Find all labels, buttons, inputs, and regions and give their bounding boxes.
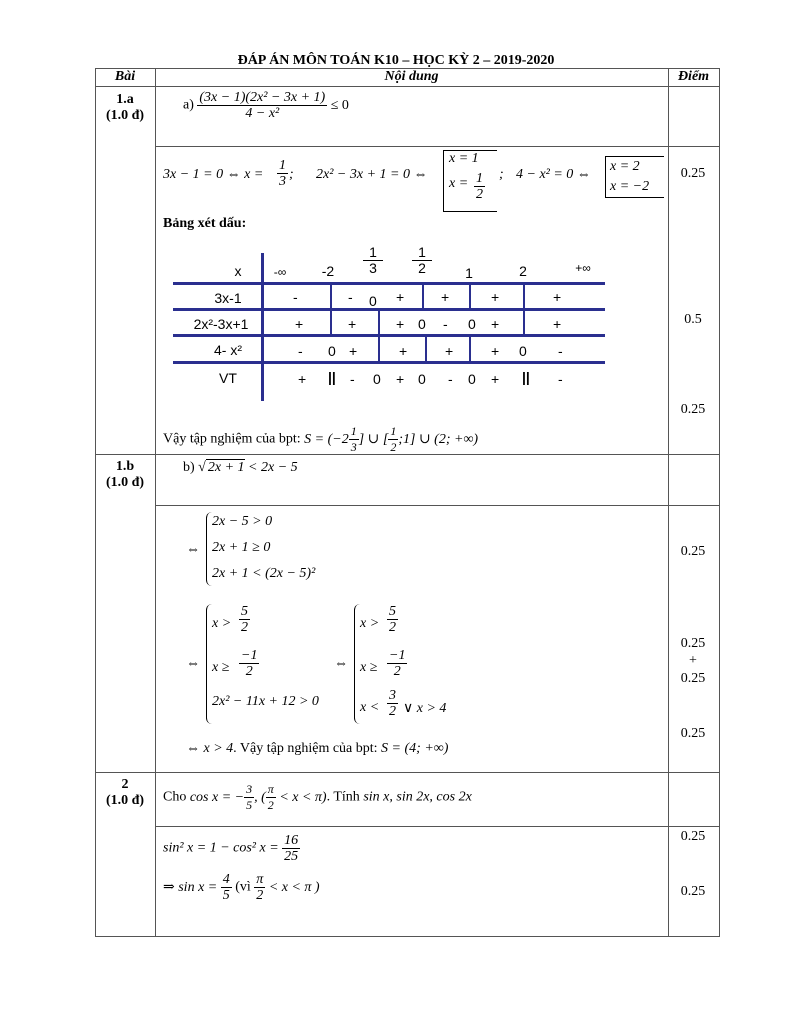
x-value: 1 3: [363, 245, 383, 276]
sign: +: [553, 316, 562, 332]
sign: +: [348, 316, 357, 332]
sign-table-line: [173, 361, 605, 364]
q1b-problem: [183, 460, 298, 476]
sign: +: [396, 316, 405, 332]
sign: 0: [369, 293, 377, 309]
row-label: VT: [219, 370, 237, 386]
point: +: [689, 653, 697, 668]
sign: -: [350, 371, 355, 387]
sign-table-line: [378, 311, 380, 335]
point: 0.25: [680, 884, 706, 899]
sign: +: [295, 316, 304, 332]
x-value: -∞: [273, 265, 287, 279]
q1a-problem: [183, 90, 349, 121]
point: 0.5: [684, 312, 702, 327]
sign: -: [448, 371, 453, 387]
q1b-inequality: √ 2x + 1 < 2x − 5: [198, 460, 298, 475]
sign-table: [173, 245, 613, 405]
sign: 0: [418, 316, 426, 332]
q1a-inequality: $\frac{\text{(3x − 1)(2x² − 3x + 1)}}{\text{4 − x²}}$ ≤ 0: [199, 90, 349, 121]
col-divider: [668, 68, 669, 937]
point: 0.25: [680, 636, 706, 651]
q1b-solution-set: S = (4; +∞): [381, 741, 449, 756]
q1a-score: (1.0 đ): [105, 108, 145, 123]
x-value: 1: [465, 265, 473, 281]
point: 0.25: [680, 544, 706, 559]
sign: +: [491, 289, 500, 305]
sign: -: [298, 343, 303, 359]
x-value: 2: [519, 263, 527, 279]
point: 0.25: [680, 726, 706, 741]
sign: +: [396, 289, 405, 305]
sign-table-line: [469, 337, 471, 362]
sign-table-line: [422, 285, 424, 309]
sign: 0: [468, 316, 476, 332]
sign: -: [558, 343, 563, 359]
header-diem: Điểm: [677, 69, 710, 84]
header-bai: Bài: [114, 69, 136, 84]
q2-step2: ⇒ sin x = $\frac{4}{5}$ (vì $\frac{\pi}{2}$ < x < π ): [163, 872, 320, 903]
x-label: x: [234, 263, 242, 279]
sign-table-line: [378, 337, 380, 362]
sign-table-line: [173, 334, 605, 337]
sign: 0: [519, 343, 527, 359]
sign: +: [491, 343, 500, 359]
q1a-solution-set: S = (−2 $\frac{1}{3}$ ] ∪ [ $\frac{1}{2}$ ;1] ∪ (2; +∞): [304, 424, 479, 454]
sign: +: [491, 316, 500, 332]
col-divider: [719, 68, 720, 937]
undefined-mark: ||: [328, 369, 336, 385]
sign: 0: [328, 343, 336, 359]
row-divider: [155, 146, 720, 147]
sign-table-line: [469, 285, 471, 309]
x-value: +∞: [575, 261, 591, 275]
q2-score: (1.0 đ): [105, 793, 145, 808]
q1b-conclusion-text: . Vậy tập nghiệm của bpt:: [233, 741, 378, 756]
sign: +: [445, 343, 454, 359]
q2-cho: Cho: [163, 789, 187, 805]
sign: 0: [468, 371, 476, 387]
q2-number: 2: [121, 777, 129, 792]
q1a-conclusion-text: Vậy tập nghiệm của bpt:: [163, 431, 301, 447]
q2-vi: (vì: [235, 879, 251, 895]
sign-table-line: [523, 311, 525, 335]
bang-xet-dau-label: Bảng xét dấu:: [163, 216, 247, 231]
q2-problem: Cho cos x = − $\frac{3}{5}$ , ( $\frac{\pi}{2}$ < x < π). Tính sin x, sin 2x, cos 2x: [163, 782, 472, 812]
col-divider: [155, 68, 156, 937]
q1a-conclusion: [163, 424, 478, 455]
row-label: 4- x²: [214, 342, 242, 358]
point: 0.25: [680, 671, 706, 686]
sign-table-line: [330, 311, 332, 335]
q2-step1: sin² x = 1 − cos² x = $\frac{16}{25}$: [163, 833, 299, 864]
sign: +: [491, 371, 500, 387]
sign-table-line: [330, 285, 332, 309]
row-divider: [95, 86, 720, 87]
q1a-label: [95, 92, 155, 124]
sign: +: [349, 343, 358, 359]
q2-tinh: . Tính: [326, 789, 360, 805]
sign-table-line: [173, 308, 605, 311]
row-divider: [155, 505, 720, 506]
sign: -: [443, 316, 448, 332]
point: 0.25: [680, 829, 706, 844]
row-divider: [155, 826, 720, 827]
undefined-mark: ||: [522, 369, 530, 385]
row-label: 2x²-3x+1: [193, 316, 249, 332]
x-value: 1 2: [412, 245, 432, 276]
sign: +: [298, 371, 307, 387]
sign-table-line: [173, 282, 605, 285]
sign: 0: [373, 371, 381, 387]
row-divider: [95, 772, 720, 773]
page-title: ĐÁP ÁN MÔN TOÁN K10 – HỌC KỲ 2 – 2019-2020: [237, 53, 555, 68]
q1a-prefix: a): [183, 97, 194, 113]
sign: -: [558, 371, 563, 387]
row-label: 3x-1: [214, 290, 242, 306]
header-noidung: Nội dung: [384, 69, 439, 84]
sign-table-line: [523, 285, 525, 309]
sign: -: [348, 289, 353, 305]
q1b-number: 1.b: [115, 459, 135, 474]
sign: -: [293, 289, 298, 305]
q1b-score: (1.0 đ): [105, 475, 145, 490]
row-divider: [95, 936, 720, 937]
sign: +: [553, 289, 562, 305]
sign-table-line: [425, 337, 427, 362]
sign: +: [399, 343, 408, 359]
x-value: -2: [321, 263, 335, 279]
sign: +: [441, 289, 450, 305]
point: 0.25: [680, 166, 706, 181]
point: 0.25: [680, 402, 706, 417]
q2-label: [95, 777, 155, 809]
q1a-number: 1.a: [116, 92, 134, 107]
q1b-prefix: b): [183, 460, 195, 475]
sign: +: [396, 371, 405, 387]
sign: 0: [418, 371, 426, 387]
q1b-label: [95, 459, 155, 491]
q1b-conclusion: ⇔ x > 4. Vậy tập nghiệm của bpt: S = (4; +∞): [186, 741, 449, 756]
